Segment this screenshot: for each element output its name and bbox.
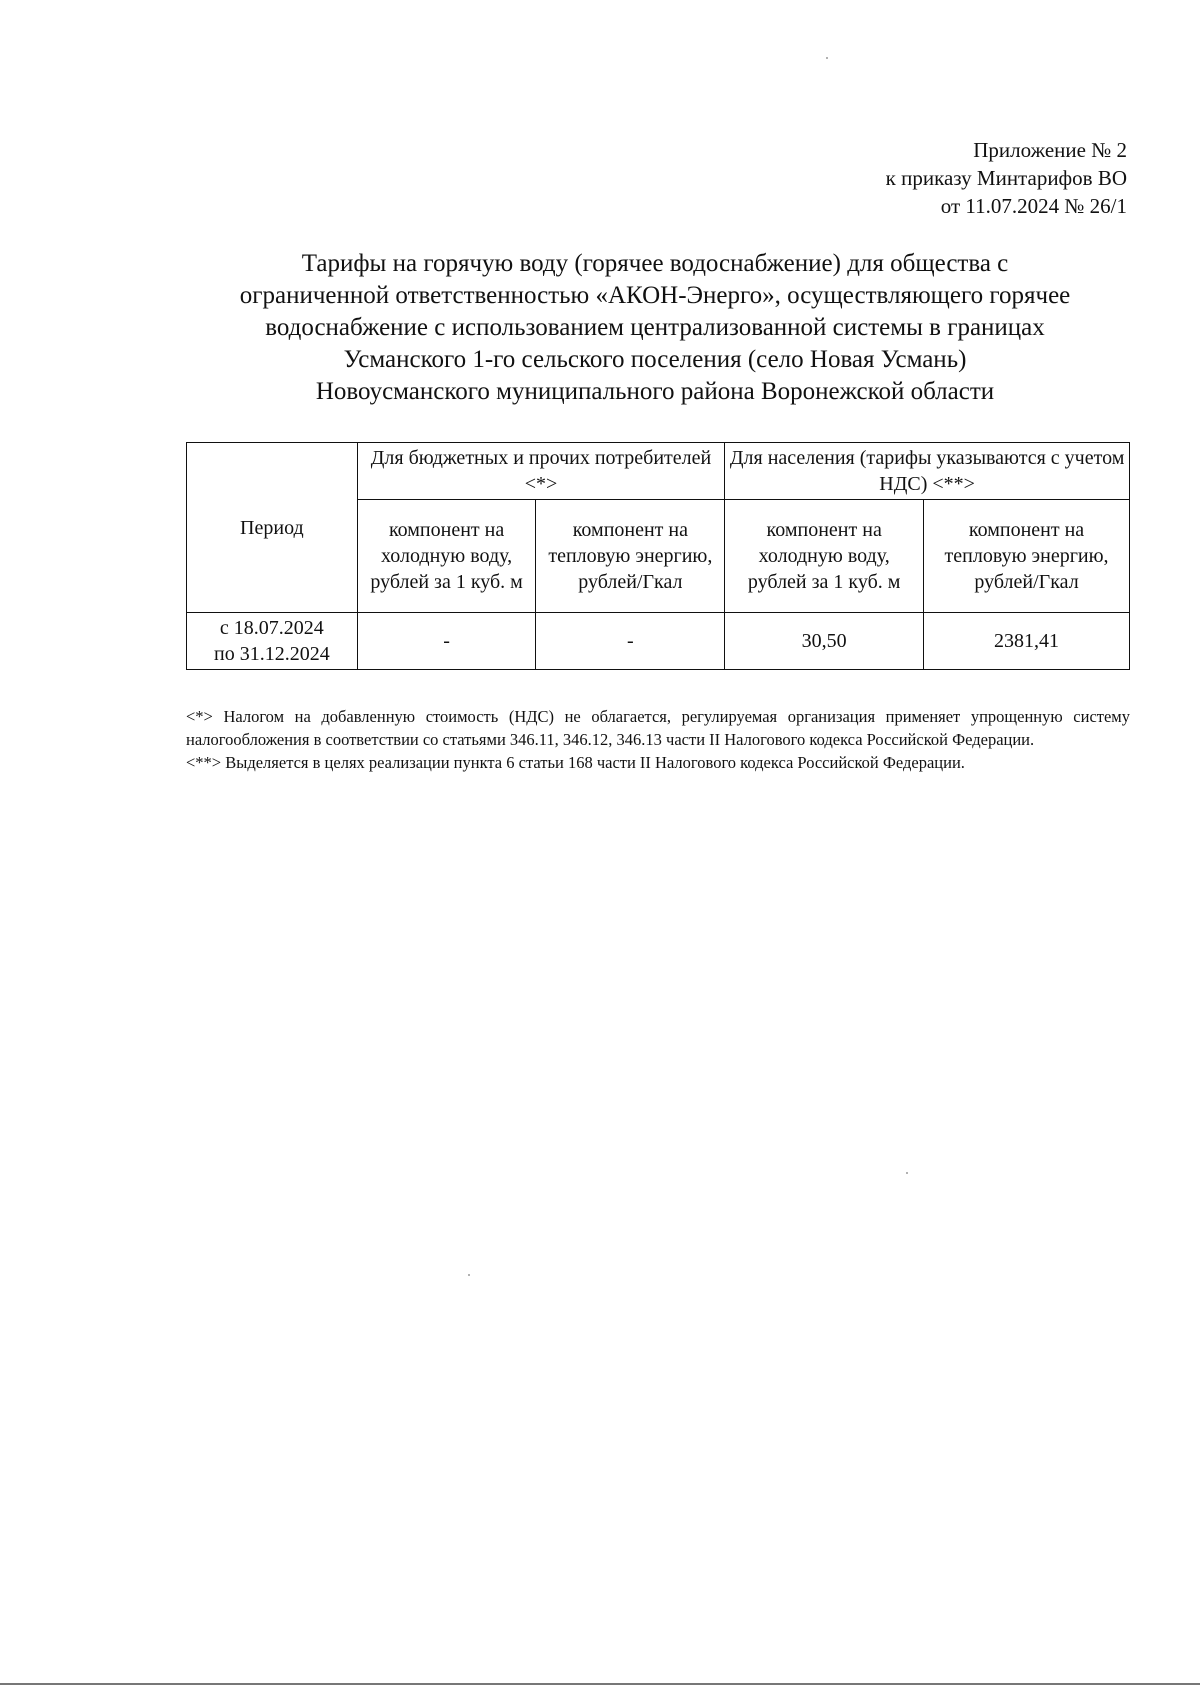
tariff-value-cell: - — [357, 613, 536, 670]
period-from: с 18.07.2024 — [219, 617, 324, 639]
scan-speck — [826, 57, 828, 59]
tariff-value-cell: 2381,41 — [924, 613, 1130, 670]
footnotes — [186, 705, 1130, 774]
scan-speck — [906, 1172, 908, 1174]
period-cell — [187, 613, 358, 670]
appendix-order-date: от 11.07.2024 № 26/1 — [940, 194, 1127, 218]
appendix-reference — [886, 136, 1127, 220]
footnote-2: <**> Выделяется в целях реализации пункта 6 статьи 168 части II Налогового кодекса Российской Федерации. — [186, 753, 965, 772]
title-line: ограниченной ответственностью «АКОН-Энерго», осуществляющего горячее — [239, 282, 1071, 309]
footnote-1: <*> Налогом на добавленную стоимость (НДС) не облагается, регулируемая организация применяет упрощенную систему налогообложения в соответствии со статьями 346.11, 346.12, 346.13 части II Налогового кодекса Российской Федерации. — [186, 707, 1130, 749]
title-line: Усманского 1-го сельского поселения (село Новая Усмань) — [343, 346, 967, 373]
document-title — [170, 248, 1140, 408]
budget-consumers-header: Для бюджетных и прочих потребителей <*> — [357, 443, 725, 500]
period-to: по 31.12.2024 — [214, 643, 330, 665]
heat-energy-component-header: компонент на тепловую энергию, рублей/Гкал — [536, 500, 725, 613]
scan-speck — [468, 1274, 470, 1276]
cold-water-component-header: компонент на холодную воду, рублей за 1 куб. м — [725, 500, 924, 613]
tariff-table — [186, 442, 1130, 670]
appendix-order-name: к приказу Минтарифов ВО — [885, 166, 1127, 190]
cold-water-component-header: компонент на холодную воду, рублей за 1 куб. м — [357, 500, 536, 613]
title-line: Тарифы на горячую воду (горячее водоснабжение) для общества с — [301, 250, 1009, 277]
table-header-row — [187, 443, 1130, 500]
title-line: Новоусманского муниципального района Воронежской области — [315, 378, 995, 405]
period-header: Период — [187, 443, 358, 613]
title-line: водоснабжение с использованием централизованной системы в границах — [265, 314, 1045, 341]
tariff-value-cell: - — [536, 613, 725, 670]
population-header: Для населения (тарифы указываются с учетом НДС) <**> — [725, 443, 1130, 500]
appendix-number: Приложение № 2 — [973, 138, 1127, 162]
heat-energy-component-header: компонент на тепловую энергию, рублей/Гкал — [924, 500, 1130, 613]
table-row — [187, 613, 1130, 670]
scan-edge-line — [0, 1683, 1200, 1685]
tariff-value-cell: 30,50 — [725, 613, 924, 670]
